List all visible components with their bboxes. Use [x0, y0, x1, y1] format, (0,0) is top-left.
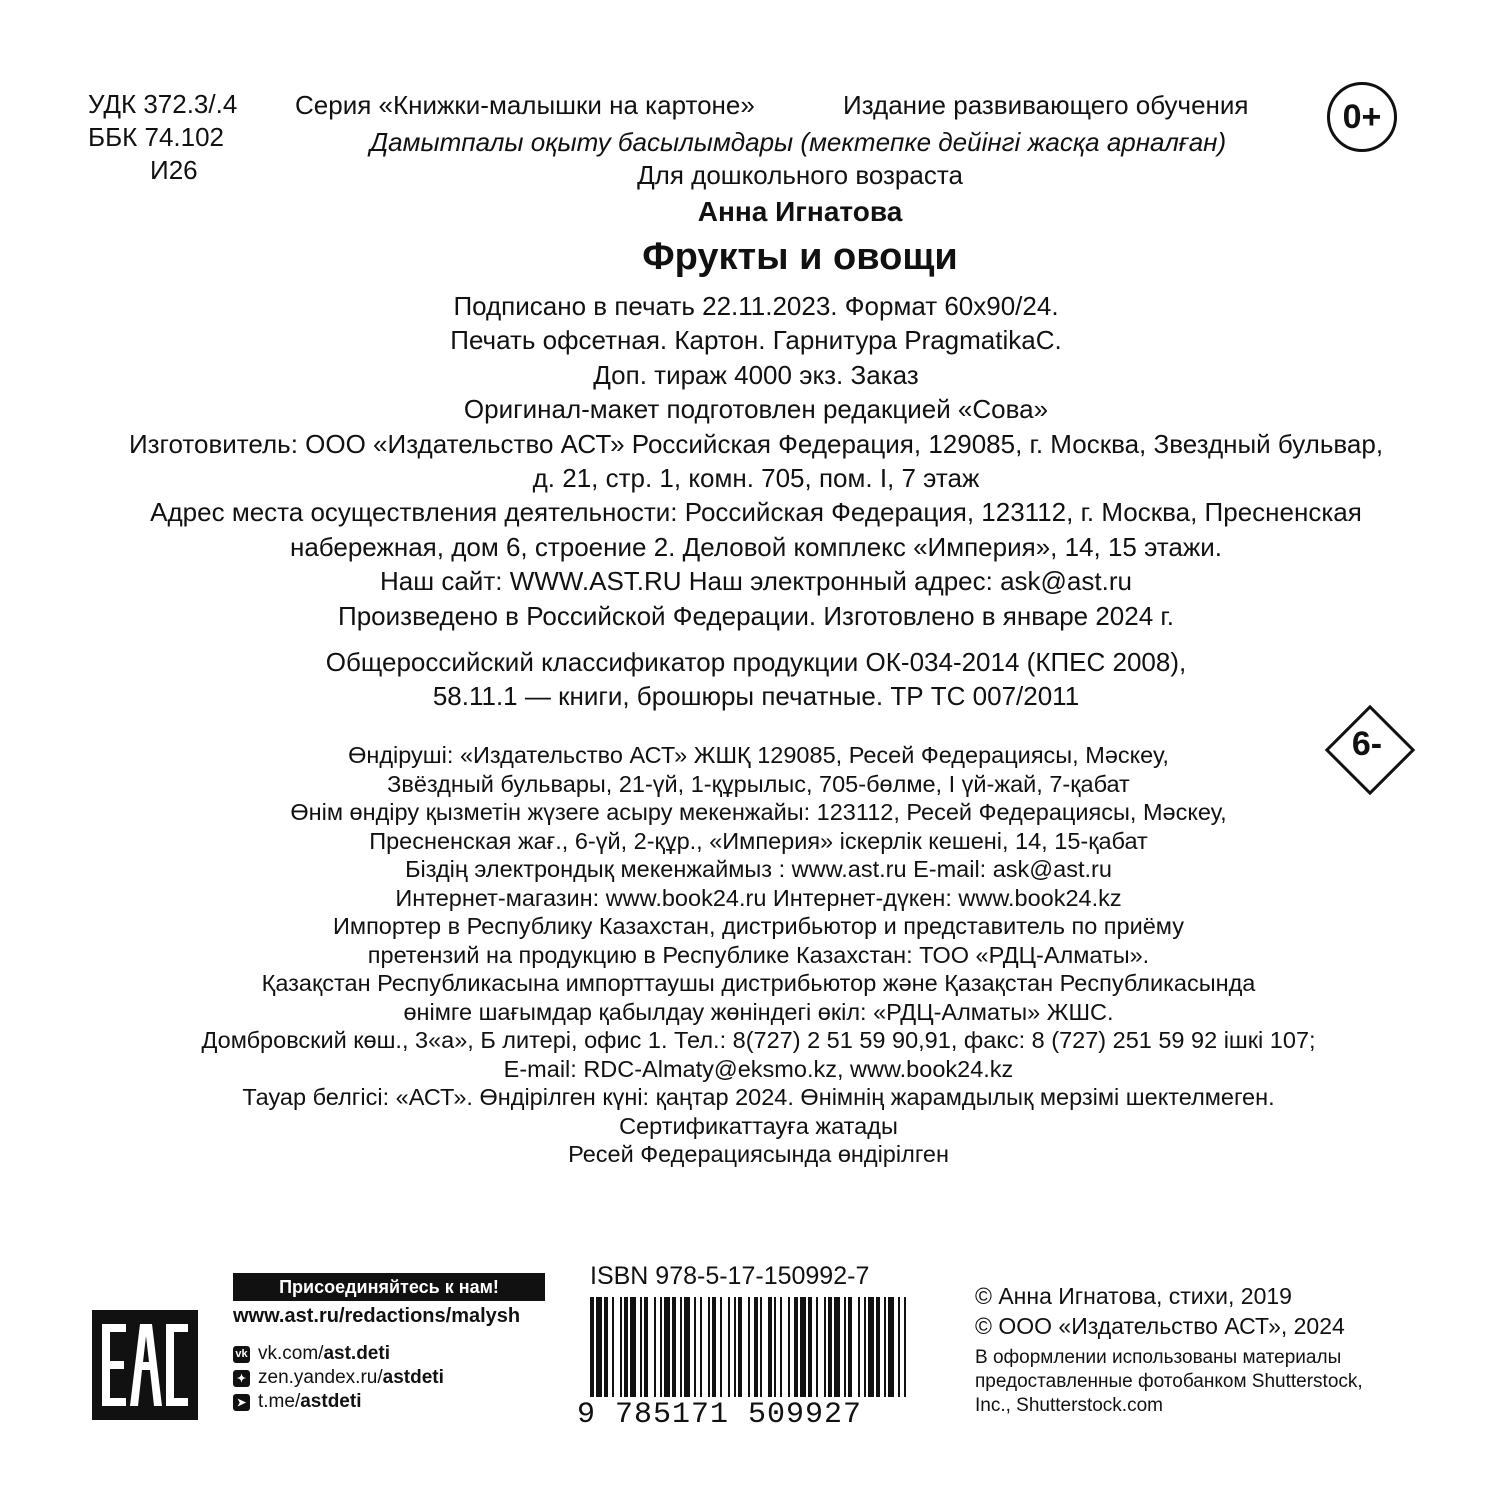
photo-credit — [975, 1346, 1363, 1418]
imprint-line: д. 21, стр. 1, комн. 705, пом. I, 7 этаж — [532, 463, 980, 494]
kaz-line: Домбровский көш., 3«а», Б литері, офис 1. Тел.: 8(727) 2 51 59 90,91, факс: 8 (727) 251 59 92 ішкі 107; — [201, 1027, 1316, 1053]
kaz-line: E-mail: RDC-Almaty@eksmo.kz, www.book24.kz — [503, 1055, 1014, 1082]
imprint-line: Печать офсетная. Картон. Гарнитура PragmatikaC. — [450, 325, 1062, 356]
copyright-author: © Анна Игнатова, стихи, 2019 — [975, 1283, 1292, 1309]
imprint-line: Оригинал-макет подготовлен редакцией «Сова» — [463, 394, 1049, 425]
kaz-line: Ресей Федерациясында өндірілген — [568, 1141, 949, 1167]
isbn-label: ISBN 978-5-17-150992-7 — [590, 1262, 870, 1290]
vk-prefix: vk.com/ — [258, 1343, 324, 1364]
age-rating-badge-top: 0+ — [1327, 82, 1397, 152]
imprint-line: Наш сайт: WWW.AST.RU Наш электронный адрес: ask@ast.ru — [380, 566, 1132, 597]
udk-code: УДК 372.3/.4 — [88, 89, 238, 119]
imprint-line: Изготовитель: ООО «Издательство АСТ» Российская Федерация, 129085, г. Москва, Звездный бульвар, — [128, 428, 1384, 459]
book-title: Фрукты и овощи — [642, 236, 958, 278]
imprint-line: Адрес места осуществления деятельности: Российская Федерация, 123112, г. Москва, Пресненская — [150, 497, 1362, 528]
kaz-line: Звёздный бульвары, 21-үй, 1-құрылыс, 705-бөлме, I үй-жай, 7-қабат — [387, 770, 1130, 797]
kaz-line: Интернет-магазин: www.book24.ru Интернет-дүкен: www.book24.kz — [395, 884, 1122, 911]
barcode-icon — [590, 1297, 912, 1397]
zen-icon: ✦ — [233, 1370, 250, 1387]
series-label: Серия «Книжки-малышки на картоне» — [295, 90, 755, 120]
kaz-line: Өндіруші: «Издательство АСТ» ЖШҚ 129085, Ресей Федерациясы, Мәскеу, — [348, 742, 1169, 768]
imprint-line: Общероссийский классификатор продукции ОК-034-2014 (КПЕС 2008), — [325, 647, 1187, 678]
kaz-line: өнімге шағымдар қабылдау жөніндегі өкіл: «РДЦ-Алматы» ЖШС. — [403, 998, 1114, 1025]
author-name: Анна Игнатова — [697, 196, 903, 227]
photo-credit-line: Inc., Shutterstock.com — [975, 1395, 1163, 1416]
imprint-line: Произведено в Российской Федерации. Изготовлено в январе 2024 г. — [338, 600, 1174, 631]
edition-type: Издание развивающего обучения — [843, 90, 1249, 120]
telegram-icon: ➤ — [233, 1394, 250, 1411]
eac-logo-icon — [92, 1310, 198, 1420]
eac-mark — [92, 1310, 198, 1420]
audience-label: Для дошкольного возраста — [637, 160, 963, 190]
kaz-line: Сертификаттауға жатады — [619, 1112, 898, 1139]
telegram-link[interactable] — [233, 1391, 361, 1413]
imprint-line: 58.11.1 — книги, брошюры печатные. ТР ТС 007/2011 — [432, 681, 1080, 712]
join-us-banner: Присоединяйтесь к нам! — [233, 1273, 545, 1301]
kazakh-info-block — [0, 741, 1500, 1169]
vk-handle: ast.deti — [323, 1343, 390, 1364]
ast-malysh-link[interactable]: www.ast.ru/redactions/malysh — [233, 1305, 521, 1327]
kaz-line: Тауар белгісі: «АСТ». Өндірілген күні: қаңтар 2024. Өнімнің жарамдылық мерзімі шектелмеген. — [242, 1084, 1275, 1110]
age-rating-side: 6- — [1351, 725, 1383, 763]
zen-link[interactable] — [233, 1367, 444, 1389]
kaz-line: Қазақстан Республикасына импорттаушы дистрибьютор және Қазақстан Республикасында — [261, 970, 1256, 996]
imprint-line: набережная, дом 6, строение 2. Деловой комплекс «Империя», 14, 15 этажи. — [289, 531, 1223, 562]
photo-credit-line: В оформлении использованы материалы — [975, 1347, 1342, 1368]
copyright-publisher: © ООО «Издательство АСТ», 2024 — [975, 1313, 1345, 1339]
kaz-line: Импортер в Республику Казахстан, дистрибьютор и представитель по приёму — [333, 913, 1184, 939]
imprint-line: Доп. тираж 4000 экз. Заказ — [593, 359, 919, 390]
vk-link[interactable] — [233, 1343, 390, 1365]
vk-icon: vk — [233, 1346, 250, 1363]
imprint-block — [0, 289, 1500, 714]
photo-credit-line: предоставленные фотобанком Shutterstock, — [975, 1371, 1363, 1392]
edition-type-kz: Дамытпалы оқыту басылымдары (мектепке дейінгі жасқа арналған) — [369, 127, 1227, 157]
author-index-code: И26 — [150, 155, 198, 185]
zen-handle: astdeti — [382, 1367, 444, 1388]
barcode-digits: 9 785171 509927 — [577, 1398, 863, 1432]
kaz-line: претензий на продукцию в Республике Казахстан: ТОО «РДЦ-Алматы». — [367, 941, 1150, 968]
imprint-line: Подписано в печать 22.11.2023. Формат 60x90/24. — [453, 291, 1059, 321]
zen-prefix: zen.yandex.ru/ — [258, 1367, 383, 1388]
kaz-line: Біздің электрондық мекенжаймыз : www.ast.ru E-mail: ask@ast.ru — [405, 856, 1112, 882]
tg-prefix: t.me/ — [258, 1391, 301, 1412]
kaz-line: Пресненская жағ., 6-үй, 2-құр., «Империя» іскерлік кешені, 14, 15-қабат — [369, 827, 1148, 854]
bbk-code: ББК 74.102 — [88, 122, 225, 152]
kaz-line: Өнім өндіру қызметін жүзеге асыру мекенжайы: 123112, Ресей Федерациясы, Мәскеу, — [290, 799, 1227, 825]
tg-handle: astdeti — [300, 1391, 362, 1412]
